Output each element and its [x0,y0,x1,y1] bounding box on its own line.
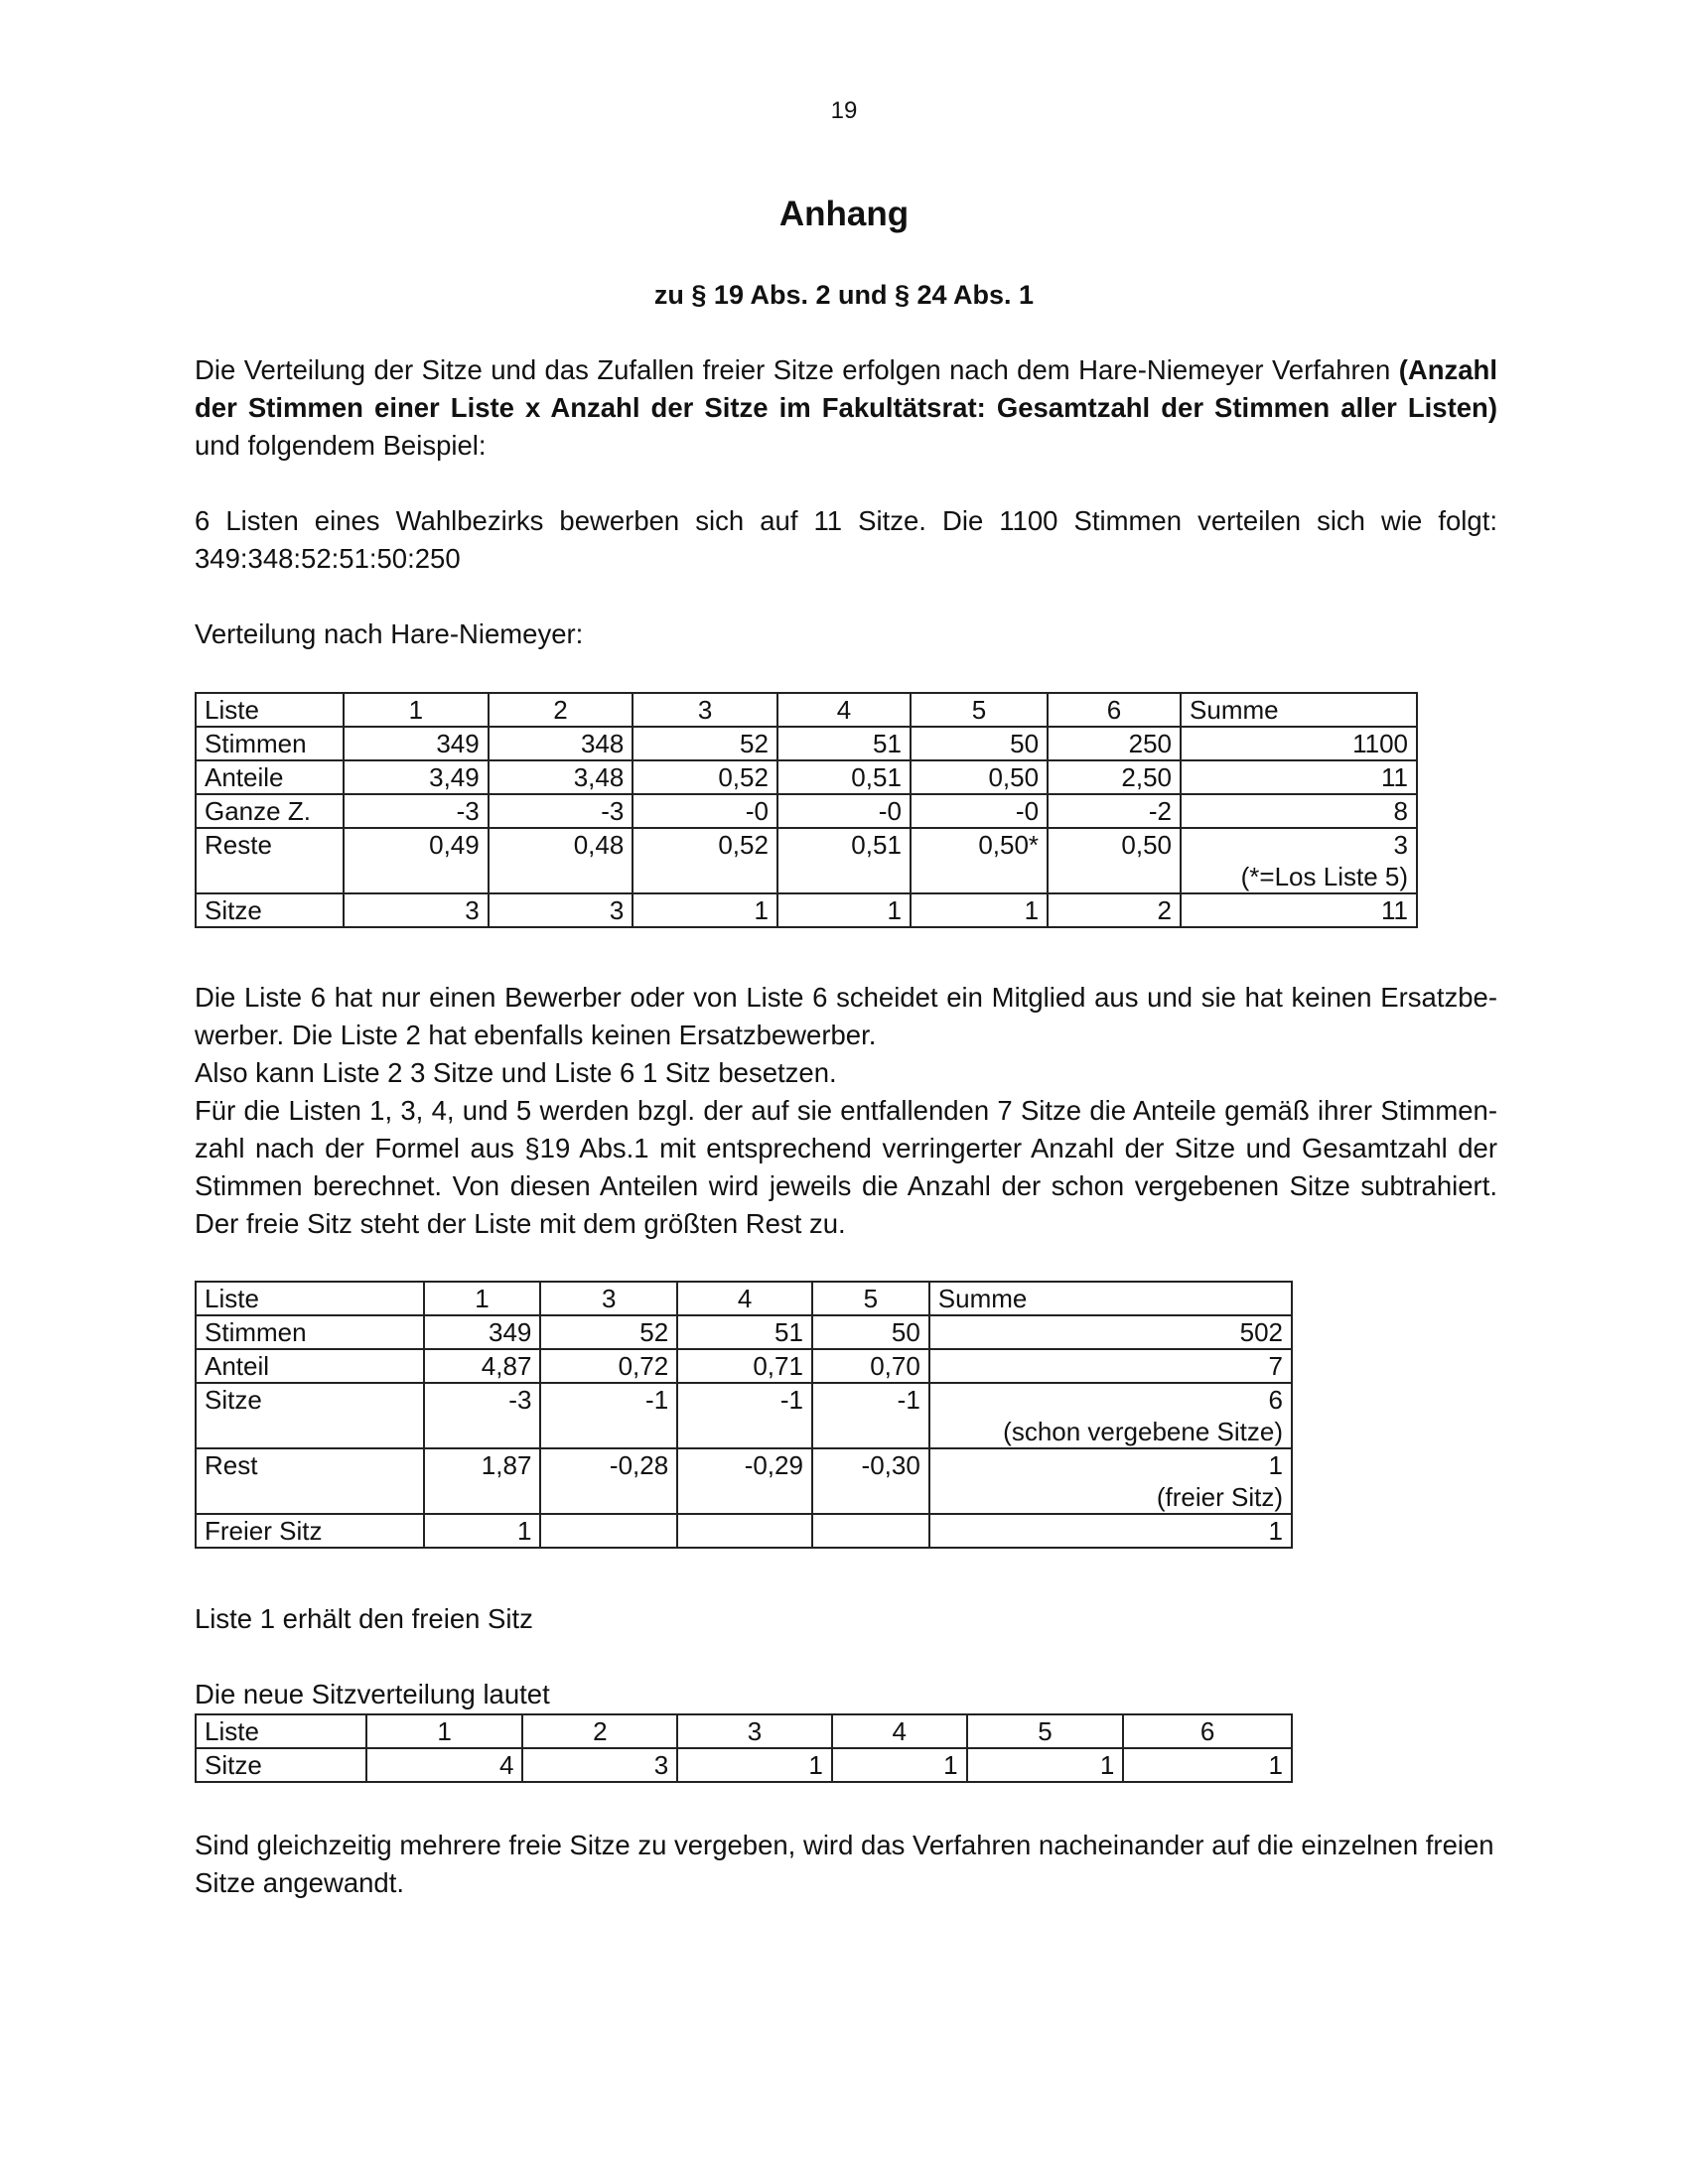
table-row [196,794,1417,828]
table-cell: 1 [911,893,1048,927]
table-cell: Ganze Z. [196,794,344,828]
table-cell: 502 [929,1315,1292,1349]
table-row [196,693,1417,727]
table-cell: 4,87 [424,1349,541,1383]
table-cell: 2 [522,1714,677,1748]
table-cell: 1,87 [424,1448,541,1514]
explanation-line: Der freie Sitz steht der Liste mit dem größten Rest zu. [195,1208,846,1239]
table-cell: 1 [366,1714,523,1748]
table-cell: 3,49 [344,760,489,794]
table-cell: 0,51 [777,828,911,893]
table-cell: 52 [633,727,777,760]
table-row [196,1748,1292,1782]
table-cell: 0,50 [1048,828,1181,893]
table-cell: Anteile [196,760,344,794]
table-cell: 11 [1181,893,1417,927]
table-cell: 1 [344,693,489,727]
table-cell: -3 [424,1383,541,1448]
table-cell: 2 [489,693,633,727]
table-cell: Sitze [196,1748,366,1782]
table-row [196,1448,1292,1514]
page-subtitle: zu § 19 Abs. 2 und § 24 Abs. 1 [653,280,1035,310]
new-seat-distribution-table [195,1713,1293,1783]
table-cell: 4 [677,1282,812,1315]
table-cell: 0,72 [540,1349,677,1383]
table-cell: 1 [424,1514,541,1548]
table-row [196,1514,1292,1548]
table-cell: -1 [677,1383,812,1448]
table-cell [540,1514,677,1548]
table-cell: 3 [677,1714,832,1748]
result-line: Liste 1 erhält den freien Sitz [195,1603,533,1634]
table-cell: 0,50* [911,828,1048,893]
explanation-line: werber. Die Liste 2 hat ebenfalls keinen Ersatzbewerber. [195,1020,877,1050]
cell-note: (schon vergebene Sitze) [1003,1417,1283,1446]
table-cell: 3 [633,693,777,727]
table-row [196,893,1417,927]
table-cell [929,1448,1292,1514]
table-cell: 1 [1123,1748,1292,1782]
hare-niemeyer-table [195,692,1418,928]
table-cell: 250 [1048,727,1181,760]
table-cell: 1 [832,1748,967,1782]
table-cell: 0,52 [633,828,777,893]
table-cell: 349 [344,727,489,760]
table-cell: 348 [489,727,633,760]
table-row [196,1349,1292,1383]
cell-value: 1 [1268,1450,1283,1480]
table-cell: Liste [196,693,344,727]
table-cell: -0 [911,794,1048,828]
example-line-2: 349:348:52:51:50:250 [195,543,461,574]
table-cell: -0 [633,794,777,828]
example-paragraph [195,502,1497,578]
table-cell: Anteil [196,1349,424,1383]
cell-note: (*=Los Liste 5) [1240,862,1408,891]
explanation-line: Stimmen berechnet. Von diesen Anteilen wird jeweils die Anzahl der schon vergebenen Sitze subtrahiert. [195,1170,1497,1201]
table-cell: Summe [929,1282,1292,1315]
table-cell: 349 [424,1315,541,1349]
table-cell: 7 [929,1349,1292,1383]
table-row [196,727,1417,760]
table-cell: 1 [967,1748,1124,1782]
explanation-line: Die Liste 6 hat nur einen Bewerber oder von Liste 6 scheidet ein Mitglied aus und sie hat keinen Ersatzbe- [195,982,1497,1013]
intro-formula: (Anzahl der Stimmen einer Liste x Anzahl der Sitze im Fakultätsrat: Gesamtzahl der Stimmen aller Listen) [195,354,1497,423]
explanation-line: Also kann Liste 2 3 Sitze und Liste 6 1 Sitz besetzen. [195,1057,837,1088]
cell-value: 3 [1393,830,1408,860]
intro-text-1: Die Verteilung der Sitze und das Zufallen freier Sitze erfolgen nach dem Hare-Niemeyer Verfahren [195,354,1399,385]
table-cell: Summe [1181,693,1417,727]
table-cell: 0,52 [633,760,777,794]
table-cell: 3 [344,893,489,927]
free-seat-table [195,1281,1293,1549]
closing-line: Sind gleichzeitig mehrere freie Sitze zu vergeben, wird das Verfahren nacheinander auf die einzelnen freien [195,1830,1494,1860]
table-cell: 8 [1181,794,1417,828]
example-line-1: 6 Listen eines Wahlbezirks bewerben sich auf 11 Sitze. Die 1100 Stimmen verteilen sich wie folgt: [195,505,1497,536]
table-cell [1181,828,1417,893]
table-cell: 5 [911,693,1048,727]
closing-line: Sitze angewandt. [195,1867,404,1898]
table-cell: 4 [366,1748,523,1782]
table-cell: 1100 [1181,727,1417,760]
table-cell: Freier Sitz [196,1514,424,1548]
cell-note: (freier Sitz) [1156,1482,1283,1512]
table-cell: 51 [677,1315,812,1349]
page-title: Anhang [778,195,910,233]
table-cell: 3,48 [489,760,633,794]
page-number: 19 [830,97,858,124]
table-row [196,1282,1292,1315]
table-cell [677,1514,812,1548]
table-row [196,1714,1292,1748]
table-cell: 50 [911,727,1048,760]
table-cell: 4 [832,1714,967,1748]
table-cell: 0,51 [777,760,911,794]
table-cell: 2 [1048,893,1181,927]
table-cell: 0,50 [911,760,1048,794]
table-cell: 0,70 [812,1349,929,1383]
table-cell: 5 [812,1282,929,1315]
table-cell: 1 [777,893,911,927]
table-cell: -1 [812,1383,929,1448]
table-cell: Stimmen [196,727,344,760]
table-cell: 3 [540,1282,677,1315]
explanation-paragraph [195,979,1497,1243]
table-cell: -0,29 [677,1448,812,1514]
table-cell: 2,50 [1048,760,1181,794]
table-row [196,760,1417,794]
table-cell: 6 [1123,1714,1292,1748]
table-cell: 50 [812,1315,929,1349]
table-cell: -0,30 [812,1448,929,1514]
table-cell: -0 [777,794,911,828]
table-cell: Sitze [196,1383,424,1448]
table-row [196,1315,1292,1349]
table-cell: 51 [777,727,911,760]
table-cell: 0,71 [677,1349,812,1383]
table-cell: 11 [1181,760,1417,794]
closing-paragraph [195,1827,1497,1902]
table-cell: 1 [633,893,777,927]
cell-value: 6 [1268,1385,1283,1415]
table-cell [929,1383,1292,1448]
table-cell: 3 [489,893,633,927]
table-cell: 52 [540,1315,677,1349]
table-cell: 5 [967,1714,1124,1748]
table-cell: -2 [1048,794,1181,828]
table-cell: 0,49 [344,828,489,893]
table-cell: Liste [196,1714,366,1748]
explanation-line: Für die Listen 1, 3, 4, und 5 werden bzgl. der auf sie entfallenden 7 Sitze die Anteile gemäß ihrer Stimmen- [195,1095,1497,1126]
table-cell: 6 [1048,693,1181,727]
table-cell: -1 [540,1383,677,1448]
table-cell: -0,28 [540,1448,677,1514]
table-cell: Liste [196,1282,424,1315]
table-row [196,828,1417,893]
table-cell: Sitze [196,893,344,927]
table-cell: -3 [489,794,633,828]
table-cell [812,1514,929,1548]
table-cell: 1 [929,1514,1292,1548]
intro-paragraph [195,351,1497,465]
intro-text-2: und folgendem Beispiel: [195,430,487,461]
table-cell: Reste [196,828,344,893]
table-cell: 1 [677,1748,832,1782]
table-cell: Rest [196,1448,424,1514]
table-cell: Stimmen [196,1315,424,1349]
explanation-line: zahl nach der Formel aus §19 Abs.1 mit entsprechend verringerter Anzahl der Sitze und Gesamtzahl der [195,1133,1497,1163]
table-cell: 3 [522,1748,677,1782]
table-row [196,1383,1292,1448]
table-cell: 1 [424,1282,541,1315]
table-cell: 0,48 [489,828,633,893]
table1-caption: Verteilung nach Hare-Niemeyer: [195,618,584,649]
table-cell: 4 [777,693,911,727]
table-cell: -3 [344,794,489,828]
table3-caption: Die neue Sitzverteilung lautet [195,1679,550,1709]
